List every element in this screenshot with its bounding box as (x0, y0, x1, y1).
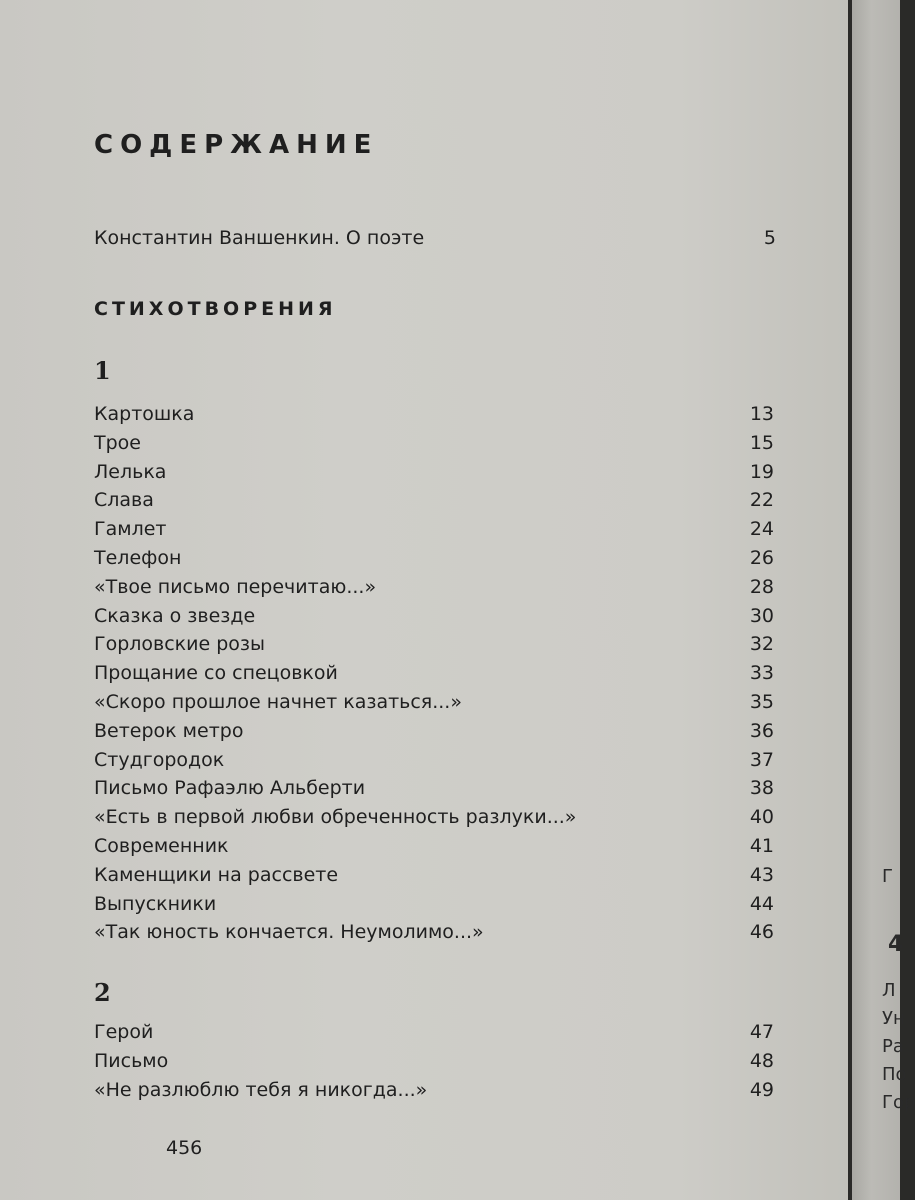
toc-entry (94, 517, 774, 541)
toc-entry (94, 431, 774, 455)
toc-entry-page: 35 (749, 691, 774, 713)
toc-entry-title: Выпускники (94, 892, 217, 915)
toc-entry (94, 690, 774, 714)
toc-entry-page: 28 (749, 575, 774, 598)
intro-title: Константин Ваншенкин. О поэте (94, 227, 425, 249)
toc-entry (94, 920, 774, 944)
toc-entry-title: Телефон (94, 547, 182, 569)
part-number: 2 (94, 978, 111, 1007)
toc-entry (94, 863, 774, 887)
toc-entry-page: 30 (749, 604, 774, 627)
toc-entry-title: Слава (94, 489, 154, 512)
toc-entry (94, 1078, 774, 1102)
toc-entry-title: «Скоро прошлое начнет казаться...» (94, 691, 462, 713)
toc-entry-title: Горловские розы (94, 633, 266, 656)
toc-entry-page: 26 (749, 547, 774, 569)
toc-entry (94, 604, 774, 628)
toc-entry-title: Лелька (94, 460, 167, 483)
toc-entry (94, 632, 774, 656)
toc-entry-page: 44 (749, 892, 774, 915)
toc-entry-title: Ветерок метро (94, 719, 244, 742)
part-number: 1 (94, 356, 111, 385)
toc-entry (94, 402, 774, 426)
adjacent-page-line: Гор (882, 1092, 915, 1113)
toc-entry-title: Письмо Рафаэлю Альберти (94, 777, 366, 800)
toc-entry-page: 33 (749, 662, 774, 685)
adjacent-page-part-number: 4 (888, 932, 904, 957)
intro-page: 5 (763, 227, 776, 249)
toc-entry-page: 32 (749, 633, 774, 656)
adjacent-page-letter: Г (882, 866, 893, 887)
toc-entry-page: 48 (749, 1049, 774, 1072)
toc-entry-title: Современник (94, 835, 229, 857)
toc-entry-title: Герой (94, 1021, 154, 1043)
toc-entry-page: 41 (749, 835, 774, 857)
toc-entry (94, 892, 774, 916)
adjacent-page-line: Ун (882, 1008, 905, 1029)
toc-entry (94, 661, 774, 685)
toc-entry-title: «Есть в первой любви обреченность разлуки...» (94, 806, 577, 829)
toc-entry (94, 575, 774, 599)
adjacent-page-line: Ра (882, 1036, 904, 1057)
toc-entry-page: 13 (749, 403, 774, 425)
toc-entry (94, 834, 774, 858)
toc-entry-page: 36 (749, 719, 774, 742)
toc-entry-page: 43 (749, 863, 774, 886)
contents-heading: СОДЕРЖАНИЕ (94, 130, 379, 160)
toc-entry-page: 49 (749, 1078, 774, 1101)
toc-entry (94, 460, 774, 484)
toc-entry (94, 776, 774, 800)
toc-entry-title: Каменщики на рассвете (94, 863, 339, 886)
toc-entry-title: Студгородок (94, 748, 225, 771)
toc-entry-title: Картошка (94, 403, 195, 425)
toc-entry (94, 1049, 774, 1073)
toc-entry-page: 19 (749, 460, 774, 483)
toc-entry-title: Трое (94, 431, 141, 454)
toc-entry-title: Сказка о звезде (94, 604, 256, 627)
toc-entry (94, 719, 774, 743)
toc-entry (94, 805, 774, 829)
toc-entry-title: Письмо (94, 1049, 169, 1072)
toc-entry (94, 546, 774, 570)
adjacent-page-line: По (882, 1064, 907, 1085)
adjacent-page-edge (852, 0, 915, 1200)
toc-entry-page: 24 (749, 518, 774, 541)
toc-entry-title: Гамлет (94, 518, 167, 541)
toc-entry-title: Прощание со спецовкой (94, 662, 338, 685)
toc-entry-page: 37 (749, 748, 774, 771)
toc-entry-page: 38 (749, 777, 774, 800)
toc-entry (94, 1020, 774, 1044)
toc-entry (94, 488, 774, 512)
adjacent-page-line: Л (882, 980, 896, 1001)
toc-entry-page: 46 (749, 921, 774, 944)
toc-entry-page: 15 (749, 431, 774, 454)
section-heading: СТИХОТВОРЕНИЯ (94, 298, 337, 320)
toc-entry-page: 22 (749, 489, 774, 512)
page-folio: 456 (166, 1137, 203, 1159)
toc-entry-page: 40 (749, 806, 774, 829)
toc-entry (94, 748, 774, 772)
toc-entry-title: «Не разлюблю тебя я никогда...» (94, 1078, 428, 1101)
toc-entry-title: «Твое письмо перечитаю...» (94, 575, 377, 598)
toc-entry-title: «Так юность кончается. Неумолимо...» (94, 921, 484, 944)
intro-entry (94, 227, 776, 249)
toc-entry-page: 47 (749, 1021, 774, 1043)
